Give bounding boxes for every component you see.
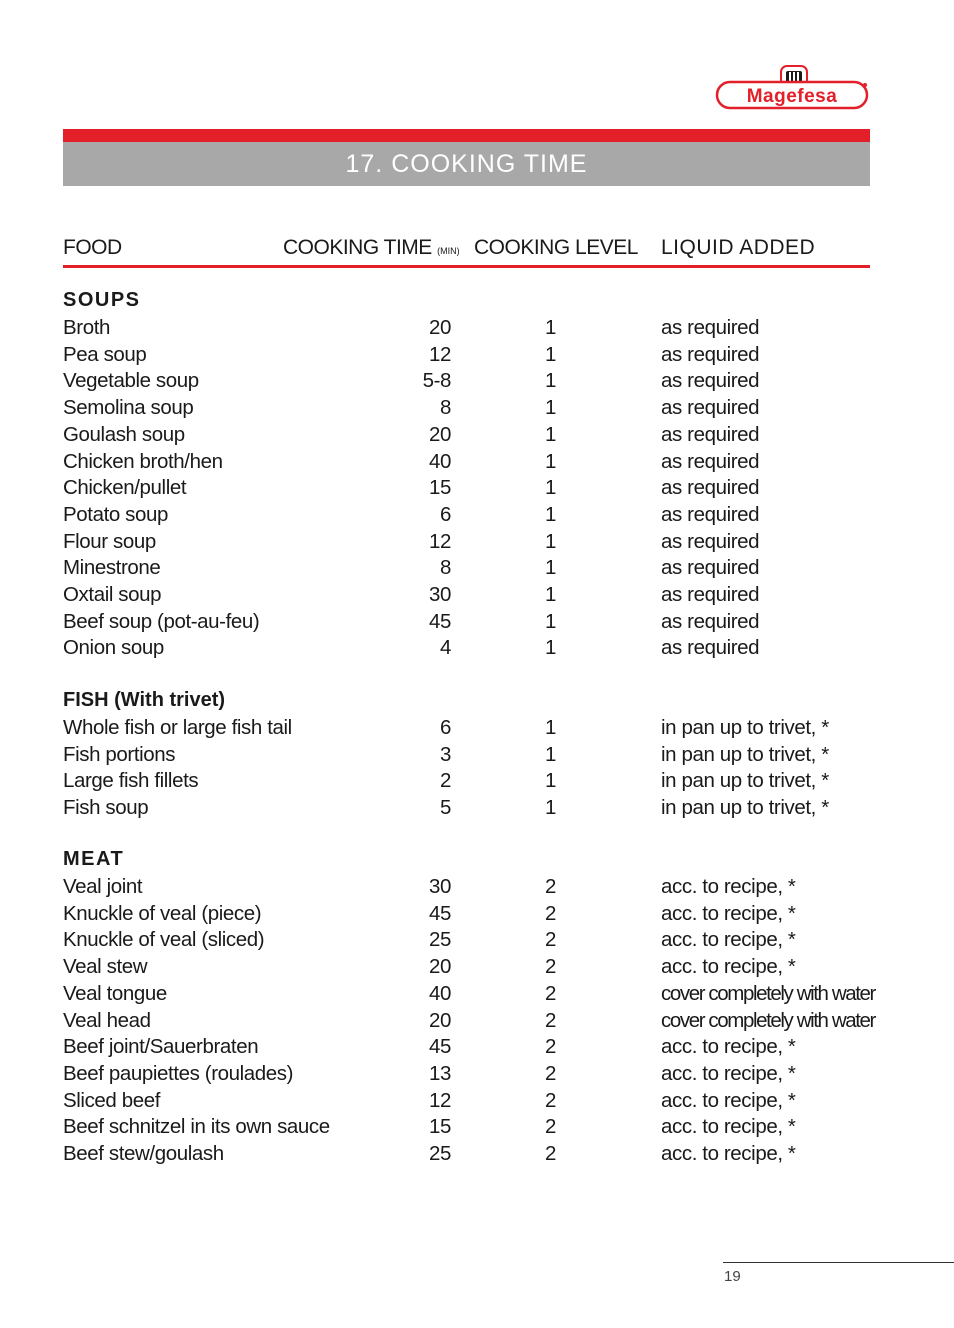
food-cell: Beef paupiettes (roulades) [63, 1061, 294, 1085]
time-cell: 6 [439, 716, 451, 739]
food-cell: Broth [63, 316, 110, 339]
time-cell: 20 [428, 422, 451, 446]
food-cell: Knuckle of veal (piece) [63, 901, 262, 925]
level-cell: 2 [545, 1088, 557, 1112]
page-title: 17. COOKING TIME [345, 149, 588, 178]
time-cell: 5 [439, 796, 451, 820]
section-title: FISH (With trivet) [63, 689, 226, 711]
time-cell: 12 [428, 529, 451, 553]
time-cell: 4 [439, 636, 451, 660]
table-row [63, 1142, 870, 1169]
food-cell: Onion soup [63, 636, 164, 660]
food-cell: Veal head [63, 1008, 151, 1032]
liquid-cell: as required [661, 396, 760, 420]
title-gray-band [63, 142, 870, 186]
food-cell: Knuckle of veal (sliced) [63, 928, 265, 952]
time-cell: 12 [428, 1088, 451, 1112]
table-row [63, 902, 870, 929]
food-cell: Chicken broth/hen [63, 449, 223, 473]
column-header-time [283, 236, 460, 260]
liquid-cell: acc. to recipe, * [661, 928, 796, 952]
food-cell: Flour soup [63, 529, 156, 553]
level-cell: 2 [545, 1115, 557, 1139]
liquid-cell: as required [661, 502, 760, 526]
food-cell: Fish portions [63, 742, 176, 766]
level-cell: 1 [545, 422, 557, 446]
time-cell: 8 [439, 556, 451, 580]
table-row [63, 1008, 875, 1036]
liquid-cell: acc. to recipe, * [661, 1115, 796, 1139]
title-bar [63, 129, 870, 186]
food-cell: Pea soup [63, 342, 147, 366]
level-cell: 1 [545, 369, 557, 393]
table-row [63, 530, 870, 557]
level-cell: 1 [545, 796, 557, 820]
liquid-cell: cover completely with water [661, 981, 875, 1005]
liquid-cell: acc. to recipe, * [661, 955, 796, 979]
time-cell: 40 [428, 449, 451, 473]
liquid-cell: as required [661, 422, 760, 446]
food-cell: Veal tongue [63, 981, 167, 1005]
level-cell: 1 [545, 716, 557, 739]
liquid-cell: as required [661, 529, 760, 553]
column-header-time-unit: (MIN) [437, 246, 460, 256]
level-cell: 1 [545, 742, 557, 766]
section-title: SOUPS [63, 289, 141, 311]
column-header-time-label: COOKING TIME [283, 236, 432, 259]
food-cell: Semolina soup [63, 396, 194, 420]
liquid-cell: acc. to recipe, * [661, 1088, 796, 1112]
liquid-cell: as required [661, 316, 760, 339]
table-row [63, 423, 870, 450]
level-cell: 2 [545, 875, 557, 898]
food-cell: Beef soup (pot-au-feu) [63, 609, 260, 633]
column-header-liquid: LIQUID ADDED [661, 236, 816, 259]
time-cell: 30 [428, 583, 451, 606]
table-row [63, 875, 870, 902]
table-row [63, 503, 870, 530]
liquid-cell: acc. to recipe, * [661, 1035, 796, 1059]
time-cell: 30 [428, 875, 451, 898]
time-cell: 20 [428, 1008, 451, 1032]
level-cell: 1 [545, 636, 557, 660]
level-cell: 2 [545, 1035, 557, 1059]
liquid-cell: acc. to recipe, * [661, 1061, 796, 1085]
table-row [63, 343, 870, 370]
time-cell: 25 [428, 928, 451, 952]
table-row [63, 369, 870, 396]
liquid-cell: as required [661, 609, 760, 633]
table-row [63, 1035, 870, 1062]
table-row [63, 583, 870, 610]
liquid-cell: as required [661, 583, 760, 606]
time-cell: 45 [428, 901, 451, 925]
level-cell: 1 [545, 556, 557, 580]
level-cell: 2 [545, 1008, 557, 1032]
time-cell: 45 [428, 1035, 451, 1059]
level-cell: 1 [545, 476, 557, 500]
food-cell: Beef stew/goulash [63, 1142, 224, 1165]
time-cell: 6 [439, 502, 451, 526]
time-cell: 5-8 [422, 369, 451, 393]
liquid-cell: as required [661, 476, 760, 500]
level-cell: 2 [545, 1142, 557, 1165]
level-cell: 1 [545, 583, 557, 606]
table-row [63, 769, 870, 796]
time-cell: 20 [428, 316, 451, 339]
table-row [63, 610, 870, 637]
liquid-cell: in pan up to trivet, * [661, 769, 829, 793]
food-cell: Potato soup [63, 502, 169, 526]
food-cell: Whole fish or large fish tail [63, 716, 292, 739]
liquid-cell: as required [661, 369, 760, 393]
table-row [63, 928, 870, 955]
table-row [63, 316, 870, 343]
table-row [63, 476, 870, 503]
level-cell: 1 [545, 396, 557, 420]
liquid-cell: in pan up to trivet, * [661, 716, 829, 739]
food-cell: Chicken/pullet [63, 476, 187, 500]
table-row [63, 1062, 870, 1089]
level-cell: 1 [545, 769, 557, 793]
table-row [63, 981, 875, 1009]
time-cell: 20 [428, 955, 451, 979]
header-divider [63, 265, 870, 268]
food-cell: Veal joint [63, 875, 143, 898]
level-cell: 2 [545, 901, 557, 925]
time-cell: 45 [428, 609, 451, 633]
food-cell: Minestrone [63, 556, 161, 580]
level-cell: 1 [545, 342, 557, 366]
page-number: 19 [724, 1268, 741, 1285]
level-cell: 1 [545, 529, 557, 553]
time-cell: 15 [428, 1115, 451, 1139]
table-row [63, 1115, 870, 1142]
column-header-food: FOOD [63, 236, 122, 259]
level-cell: 1 [545, 316, 557, 339]
liquid-cell: in pan up to trivet, * [661, 742, 829, 766]
level-cell: 1 [545, 449, 557, 473]
time-cell: 12 [428, 342, 451, 366]
food-cell: Oxtail soup [63, 583, 162, 606]
time-cell: 8 [439, 396, 451, 420]
level-cell: 2 [545, 981, 557, 1005]
svg-text:Magefesa: Magefesa [746, 86, 838, 107]
title-red-stripe [63, 129, 870, 142]
table-row [63, 556, 870, 583]
liquid-cell: acc. to recipe, * [661, 1142, 796, 1165]
table-row [63, 450, 870, 477]
table-row [63, 1089, 870, 1116]
table-row [63, 796, 870, 823]
table-row [63, 955, 870, 982]
liquid-cell: acc. to recipe, * [661, 875, 796, 898]
liquid-cell: as required [661, 342, 760, 366]
magefesa-logo [715, 64, 871, 110]
food-cell: Veal stew [63, 955, 148, 979]
food-cell: Goulash soup [63, 422, 185, 446]
food-cell: Beef joint/Sauerbraten [63, 1035, 259, 1059]
level-cell: 2 [545, 1061, 557, 1085]
liquid-cell: acc. to recipe, * [661, 901, 796, 925]
liquid-cell: cover completely with water [661, 1008, 875, 1032]
food-cell: Large fish fillets [63, 769, 199, 793]
level-cell: 2 [545, 928, 557, 952]
food-cell: Sliced beef [63, 1088, 161, 1112]
time-cell: 3 [439, 742, 451, 766]
level-cell: 1 [545, 502, 557, 526]
food-cell: Beef schnitzel in its own sauce [63, 1115, 330, 1139]
level-cell: 2 [545, 955, 557, 979]
table-row [63, 743, 870, 770]
time-cell: 13 [428, 1061, 451, 1085]
time-cell: 15 [428, 476, 451, 500]
time-cell: 2 [439, 769, 451, 793]
table-row [63, 396, 870, 423]
table-row [63, 716, 870, 743]
liquid-cell: as required [661, 449, 760, 473]
liquid-cell: as required [661, 556, 760, 580]
time-cell: 40 [428, 981, 451, 1005]
food-cell: Fish soup [63, 796, 149, 820]
level-cell: 1 [545, 609, 557, 633]
section-title: MEAT [63, 848, 125, 870]
liquid-cell: as required [661, 636, 760, 660]
food-cell: Vegetable soup [63, 369, 199, 393]
time-cell: 25 [428, 1142, 451, 1165]
table-row [63, 636, 870, 663]
footer-divider [723, 1262, 954, 1263]
liquid-cell: in pan up to trivet, * [661, 796, 829, 820]
column-header-level: COOKING LEVEL [474, 236, 638, 259]
